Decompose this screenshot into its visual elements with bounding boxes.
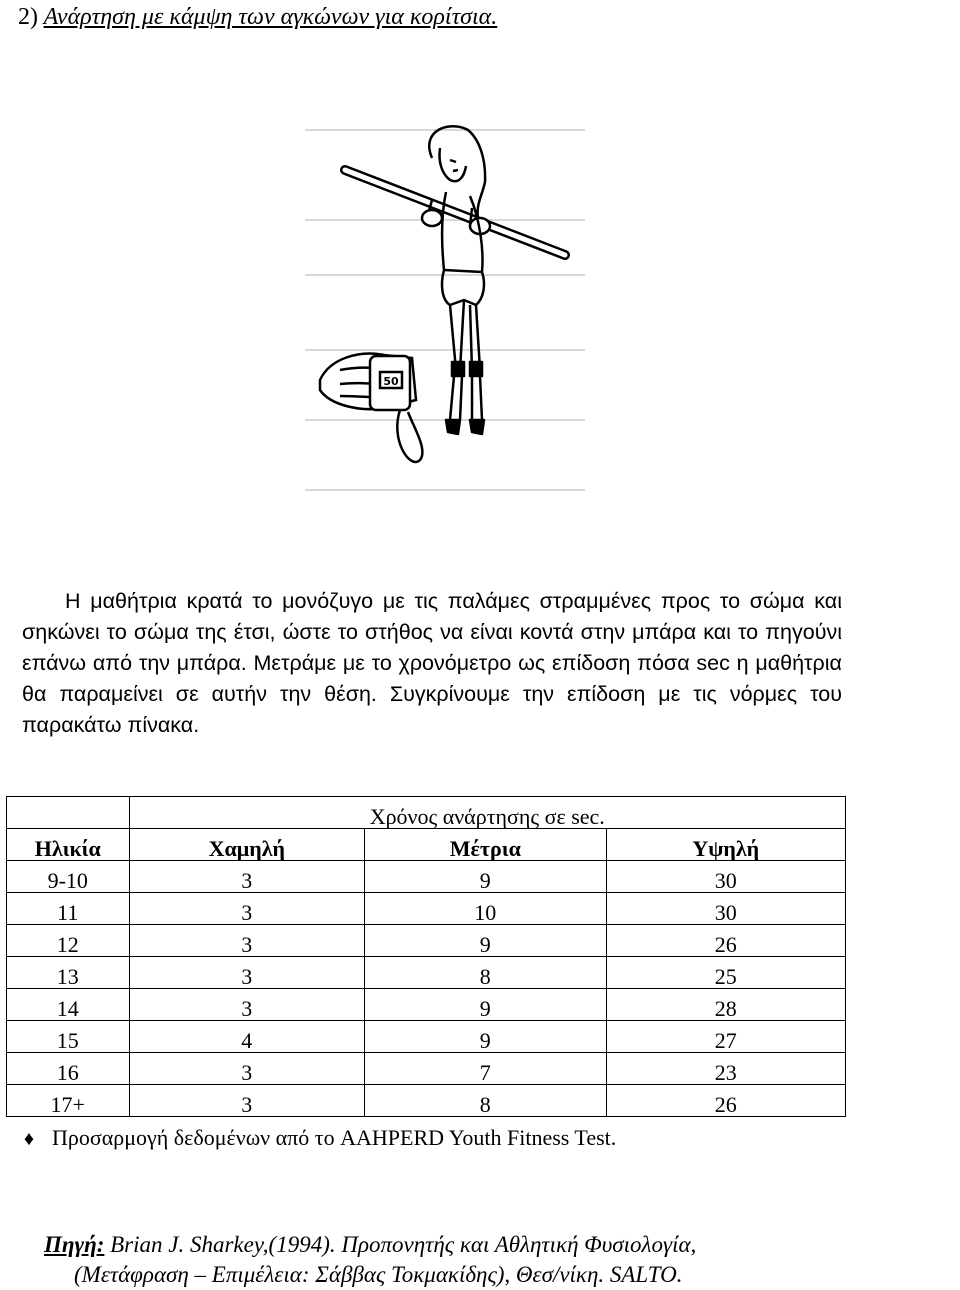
source-citation [44,1230,696,1290]
section-heading [18,0,497,34]
age-cell: 9-10 [7,861,130,893]
medium-cell: 8 [365,957,606,989]
high-cell: 26 [606,1085,845,1117]
medium-cell: 9 [365,989,606,1021]
high-cell: 30 [606,861,845,893]
age-cell: 16 [7,1053,130,1085]
low-cell: 4 [129,1021,365,1053]
medium-cell: 9 [365,861,606,893]
age-cell: 15 [7,1021,130,1053]
high-cell: 23 [606,1053,845,1085]
high-cell: 28 [606,989,845,1021]
medium-cell: 9 [365,925,606,957]
table-header-row [7,829,846,861]
high-cell: 27 [606,1021,845,1053]
table-row [7,1053,846,1085]
low-cell: 3 [129,957,365,989]
bar-icon [345,170,565,255]
table-row [7,925,846,957]
table-row [7,957,846,989]
low-cell: 3 [129,989,365,1021]
age-cell: 11 [7,893,130,925]
test-description: Η μαθήτρια κρατά το μονόζυγο με τις παλάμες στραμμένες προς το σώμα και σηκώνει το σώμα της έτσι, ώστε το στήθος να είναι κοντά στην μπάρα και το πηγούνι επάνω από την μπάρα. Μετράμε με το χρονόμετρο ως επίδοση πόσα sec η μαθήτρια θα παραμείνει σε αυτήν την θέση. Συγκρίνουμε την επίδοση με τις νόρμες του παρακάτω πίνακα. [22,589,842,737]
header-medium: Μέτρια [365,829,606,861]
medium-cell: 7 [365,1053,606,1085]
stopwatch-icon [320,354,422,462]
table-caption-row [7,797,846,829]
header-high: Υψηλή [606,829,845,861]
high-cell: 30 [606,893,845,925]
low-cell: 3 [129,1085,365,1117]
data-adaptation-note [18,1124,616,1153]
age-cell: 13 [7,957,130,989]
low-cell: 3 [129,893,365,925]
medium-cell: 8 [365,1085,606,1117]
stopwatch-display: 50 [383,375,399,388]
table-row [7,861,846,893]
norms-table [6,796,846,1117]
age-cell: 17+ [7,1085,130,1117]
age-cell: 14 [7,989,130,1021]
section-title: Ανάρτηση με κάμψη των αγκώνων για κορίτσια. [43,4,498,30]
low-cell: 3 [129,861,365,893]
section-number: 2) [18,4,38,30]
source-text-1: Brian J. Sharkey,(1994). Προπονητής και Αθλητική Φυσιολογία, [104,1232,697,1257]
low-cell: 3 [129,1053,365,1085]
header-low: Χαμηλή [129,829,365,861]
empty-cell [7,797,130,829]
girl-figure-icon [422,126,490,434]
medium-cell: 10 [365,893,606,925]
low-cell: 3 [129,925,365,957]
note-text: Προσαρμογή δεδομένων από το AAHPERD Youth Fitness Test. [52,1125,617,1150]
source-label: Πηγή: [44,1232,105,1257]
age-cell: 12 [7,925,130,957]
table-row [7,1085,846,1117]
table-row [7,989,846,1021]
source-line-1 [44,1230,696,1260]
table-row [7,1021,846,1053]
table-row [7,893,846,925]
header-age: Ηλικία [7,829,130,861]
diamond-bullet-icon: ♦ [23,1128,35,1150]
high-cell: 26 [606,925,845,957]
flexed-arm-hang-illustration [300,100,590,500]
medium-cell: 9 [365,1021,606,1053]
source-line-2: (Μετάφραση – Επιμέλεια: Σάββας Τοκμακίδης), Θεσ/νίκη. SALTO. [74,1262,683,1287]
high-cell: 25 [606,957,845,989]
table-caption: Χρόνος ανάρτησης σε sec. [129,797,846,829]
